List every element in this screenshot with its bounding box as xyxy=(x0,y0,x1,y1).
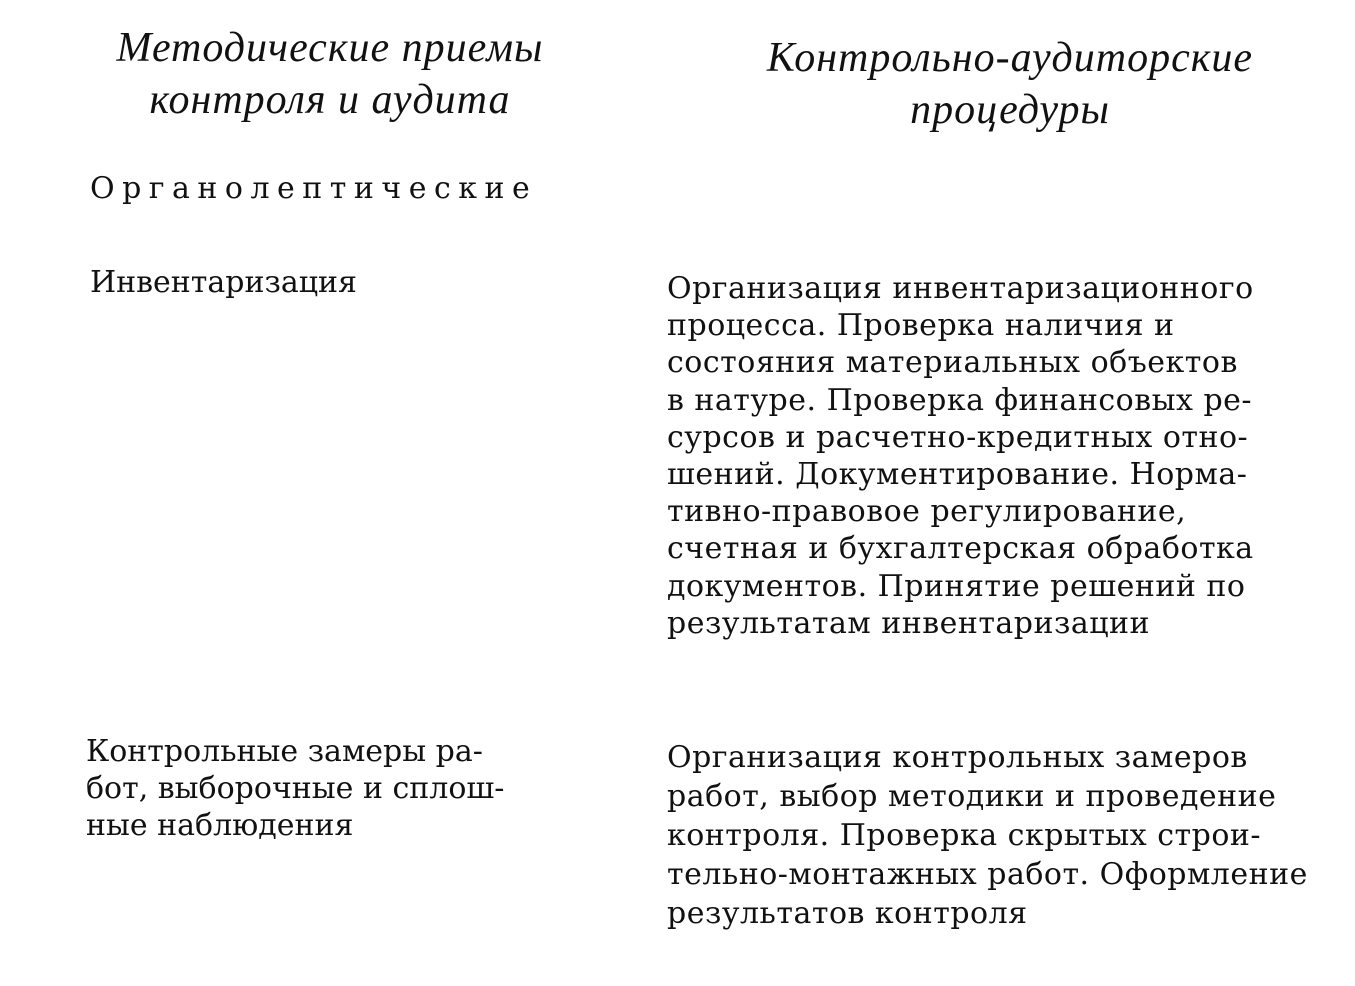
method-control-measurements: Контрольные замеры ра- бот, выборочные и сплош- ные наблюдения xyxy=(86,734,505,843)
procedure-inventory: Организация инвентаризационного процесса. Проверка наличия и состояния материальных объектов в натуре. Проверка финансовых ре- сурсов и расчетно-кредитных отно- шений. Документирование. Норма- тивно-правовое регулирование, счетная и бухгалтерская обработка документов. Принятие решений по результатам инвентаризации xyxy=(667,271,1254,641)
column-header-methods: Методические приемы контроля и аудита xyxy=(116,25,544,123)
method-inventory: Инвентаризация xyxy=(90,265,357,300)
column-header-procedures: Контрольно-аудиторские процедуры xyxy=(766,35,1254,133)
procedure-control-measurements: Организация контрольных замеров работ, выбор методики и проведение контроля. Проверка скрытых строи- тельно-монтажных работ. Оформление результатов контроля xyxy=(667,740,1308,931)
method-organoleptic: Органолептические xyxy=(90,171,538,206)
